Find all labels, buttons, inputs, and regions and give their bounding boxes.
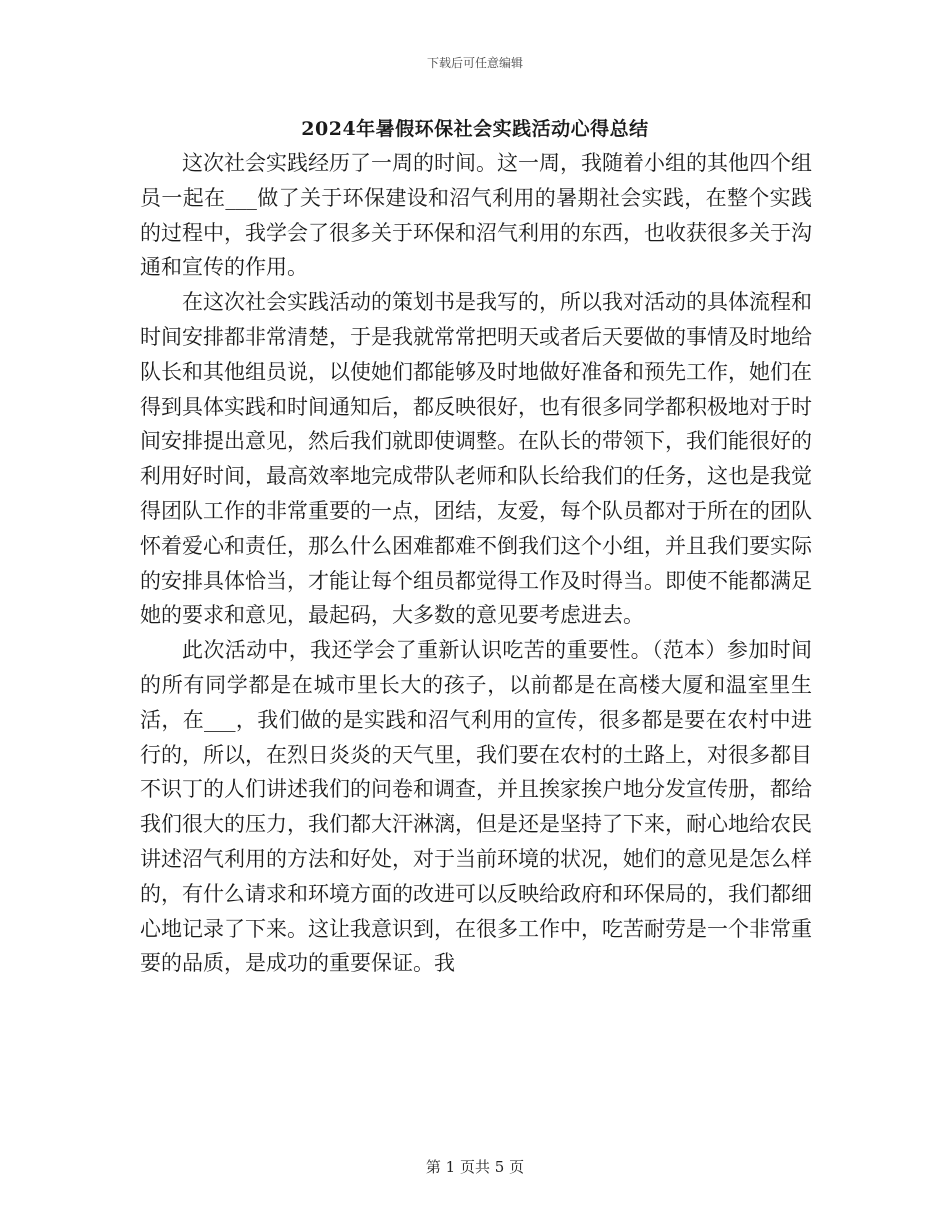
document-body [140,146,812,981]
paragraph-1: 这次社会实践经历了一周的时间。这一周，我随着小组的其他四个组员一起在___做了关于环保建设和沼气利用的暑期社会实践，在整个实践的过程中，我学会了很多关于环保和沼气利用的东西，也收获很多关于沟通和宣传的作用。 [140,151,812,280]
header-note: 下载后可任意编辑 [426,56,523,70]
paragraph-2: 在这次社会实践活动的策划书是我写的，所以我对活动的具体流程和时间安排都非常清楚，于是我就常常把明天或者后天要做的事情及时地给队长和其他组员说，以使她们都能够及时地做好准备和预先工作，她们在得到具体实践和时间通知后，都反映很好，也有很多同学都积极地对于时间安排提出意见，然后我们就即使调整。在队长的带领下，我们能很好的利用好时间，最高效率地完成带队老师和队长给我们的任务，这也是我觉得团队工作的非常重要的一点，团结，友爱，每个队员都对于所在的团队怀着爱心和责任，那么什么困难都难不倒我们这个小组，并且我们要实际的安排具体恰当，才能让每个组员都觉得工作及时得当。即使不能都满足她的要求和意见，最起码，大多数的意见要考虑进去。 [140,290,812,628]
page-number: 第 1 页共 5 页 [425,1158,525,1176]
document-title: 2024年暑假环保社会实践活动心得总结 [301,118,649,140]
paragraph-3: 此次活动中，我还学会了重新认识吃苦的重要性。（范本）参加时间的所有同学都是在城市里长大的孩子，以前都是在高楼大厦和温室里生活，在___，我们做的是实践和沼气利用的宣传，很多都是要在农村中进行的，所以，在烈日炎炎的天气里，我们要在农村的土路上，对很多都目不识丁的人们讲述我们的问卷和调查，并且挨家挨户地分发宣传册，都给我们很大的压力，我们都大汗淋漓，但是还是坚持了下来，耐心地给农民讲述沼气利用的方法和好处，对于当前环境的状况，她们的意见是怎么样的，有什么请求和环境方面的改进可以反映给政府和环保局的，我们都细心地记录了下来。这让我意识到，在很多工作中，吃苦耐劳是一个非常重要的品质，是成功的重要保证。我 [140,638,812,976]
